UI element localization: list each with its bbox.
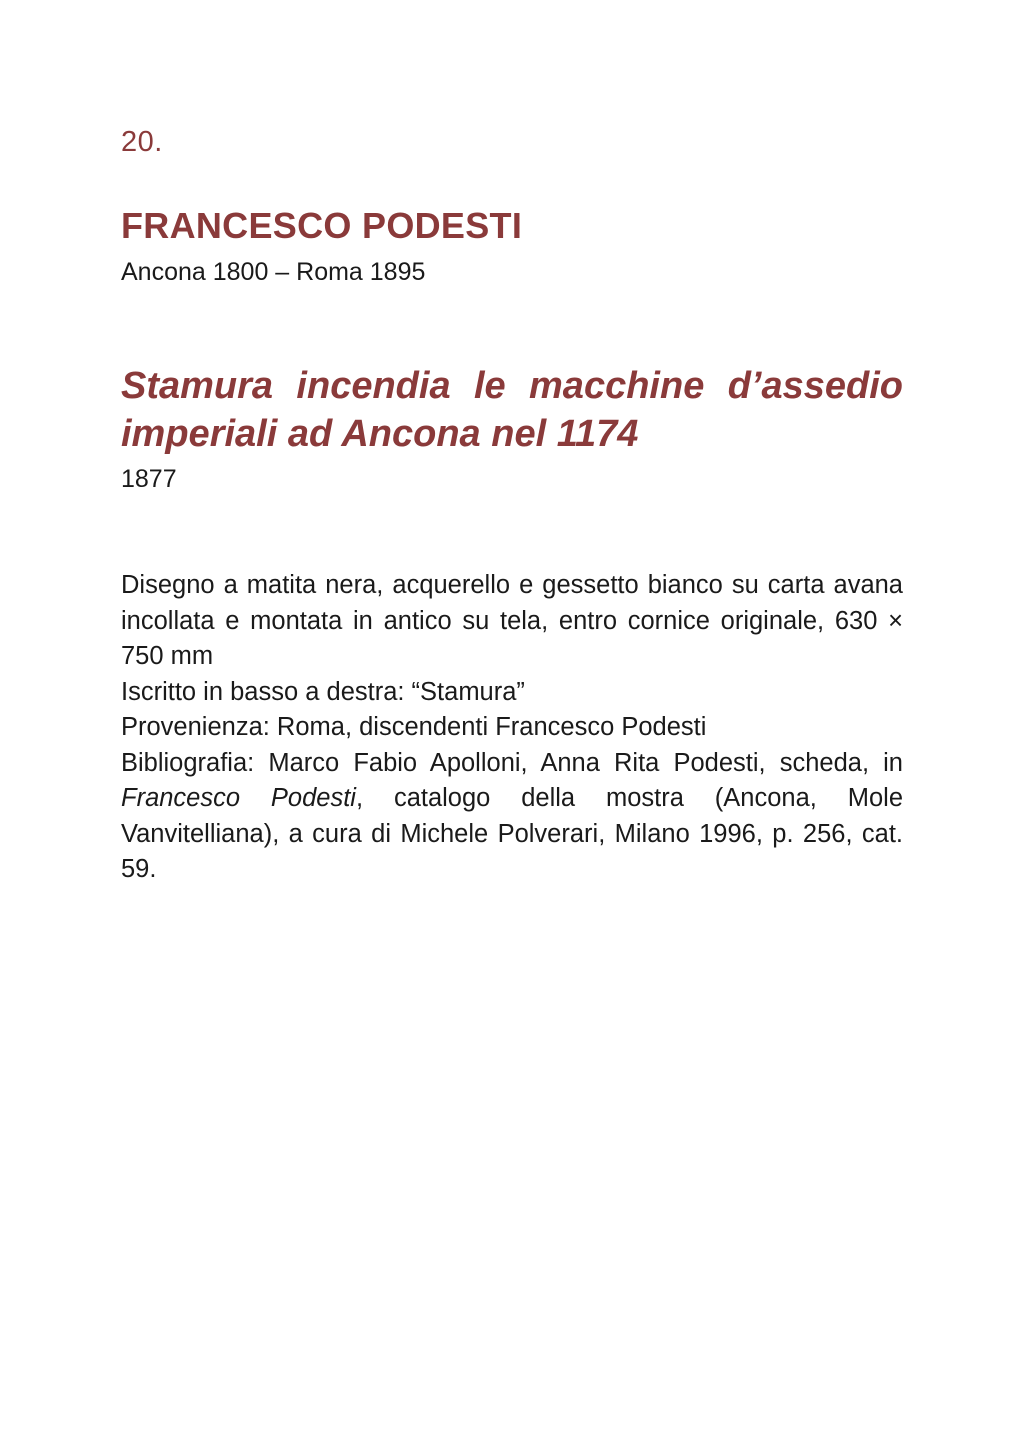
- bibliography: [121, 746, 903, 888]
- entry-number: 20.: [121, 126, 163, 158]
- artist-name: FRANCESCO PODESTI: [121, 205, 523, 246]
- medium-description: Disegno a matita nera, acquerello e gessetto bianco su carta avana incollata e montata in antico su tela, entro cornice originale, 630 × 750 mm: [121, 571, 903, 670]
- artist-dates: Ancona 1800 – Roma 1895: [121, 258, 426, 286]
- artwork-details: [121, 568, 903, 888]
- bibliography-suffix: , catalogo della mostra (Ancona, Mole Vanvitelliana), a cura di Michele Polverari, Milano 1996, p. 256, cat. 59.: [121, 784, 904, 883]
- inscription: Iscritto in basso a destra: “Stamura”: [121, 677, 525, 706]
- bibliography-title: Francesco Podesti: [121, 784, 356, 812]
- artwork-title-line-1: Stamura incendia le macchine d’assedio: [121, 365, 903, 407]
- provenance: Provenienza: Roma, discendenti Francesco Podesti: [121, 713, 707, 741]
- bibliography-prefix: Bibliografia: Marco Fabio Apolloni, Anna Rita Podesti, scheda, in: [121, 748, 903, 777]
- artwork-title-line-2: imperiali ad Ancona nel 1174: [121, 413, 639, 455]
- artwork-year: 1877: [121, 465, 177, 493]
- artwork-title: [121, 362, 903, 458]
- catalog-page: [121, 0, 903, 1445]
